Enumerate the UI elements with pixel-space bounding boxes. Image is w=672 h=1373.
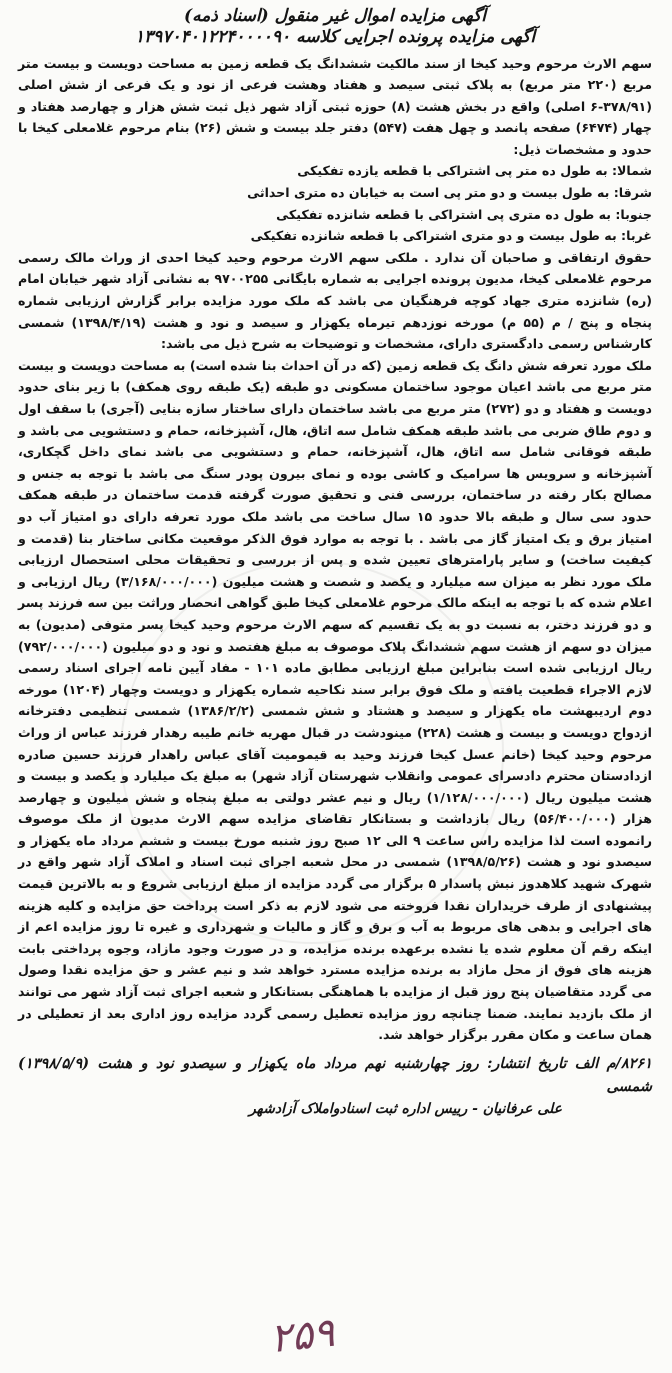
announcement-body: [18, 53, 652, 1046]
handwritten-stamp: ۲۵۹: [267, 1309, 337, 1363]
boundary-north: شمالا: به طول ده متر پی اشتراکی با قطعه یازده تفکیکی: [297, 163, 652, 179]
boundary-east: شرقا: به طول بیست و دو متر پی است به خیابان ده متری احداثی: [247, 185, 652, 201]
boundary-south: جنوبا: به طول ده متری پی اشتراکی با قطعه شانزده تفکیکی: [276, 206, 652, 222]
signature-line: علی عرفانیان - رییس اداره ثبت اسنادواملاک آزادشهر: [248, 1100, 562, 1117]
paragraph-property: سهم الارث مرحوم وحید کیخا از سند مالکیت ششدانگ یک قطعه زمین به مساحت دویست و بیست متر مربع (۲۲۰ متر مربع) به پلاک ثبتی سیصد و هفتاد وهشت فرعی از نود و یک فرعی از شش اصلی (۳۷۸/۹۱-۶ اصلی) واقع در بخش هشت (۸) حوزه ثبتی آزاد شهر ذیل ثبت شش هزار و چهارصد هفتاد و چهار (۶۴۷۴) صفحه پانصد و چهل هفت (۵۴۷) دفتر جلد بیست و شش (۲۶) بنام مرحوم غلامعلی کیخا با حدود و مشخصات ذیل:: [18, 55, 652, 157]
title-line-2: آگهی مزایده پرونده اجرایی کلاسه ۱۳۹۷۰۴۰۱۲۲۴۰۰۰۰۹۰: [134, 27, 536, 48]
paragraph-ownership: حقوق ارتفاقی و صاحبان آن ندارد . ملکی سهم الارث مرحوم وحید کیخا احدی از وراث مالک رسمی مرحوم غلامعلی کیخا، مدیون پرونده اجرایی به شماره بایگانی ۹۷۰۰۲۵۵ به نشانی آزاد شهر خیابان امام (ره) شانزده متری جهاد کوچه فرهنگیان می باشد که ملک مورد مزایده برابر گزارش ارزیابی شماره پنجاه و پنج / م (۵۵ م) مورخه نوزدهم تیرماه یکهزار و سیصد و نود و هشت (۱۳۹۸/۴/۱۹) شمسی کارشناس رسمی دادگستری دارای، مشخصات و توضیحات به شرح ذیل می باشد:: [18, 249, 652, 352]
paragraph-details: ملک مورد تعرفه شش دانگ یک قطعه زمین (که در آن احداث بنا شده است) به مساحت دویست و بیست متر مربع می باشد اعیان موجود ساختمان مسکونی دو طبقه (یک طبقه روی همکف) با زیر بنای حدود دویست و هفتاد و دو (۲۷۲) متر مربع می باشد ساختمان دارای ساختار سازه بنایی (آجری) با سقف اول و دوم طاق ضربی می باشد طبقه همکف شامل سه اتاق، هال، آشپزخانه، حمام و دستشویی می باشد و طبقه فوقانی شامل سه اتاق، هال، آشپزخانه، حمام و دستشویی می باشد نمای داخل گچکاری، آشپزخانه و سرویس ها سرامیک و کاشی بوده و نمای بیرون پودر سنگ می باشد با توجه به جنس و مصالح بکار رفته در ساختمان، بررسی فنی و تحقیق صورت گرفته قدمت ساختمان در طبقه همکف حدود سی سال و طبقه بالا حدود ۱۵ سال ساخت می باشد ملک مورد تعرفه دارای دو امتیاز آب دو امتیاز برق و یک امتیاز گاز می باشد . با توجه به موارد فوق الذکر موقعیت مکانی ساختار بنا (قدمت و کیفیت ساخت) و سایر پارامترهای تعیین شده و پس از بررسی و تحقیقات محلی استحصال ارزیابی ملک مورد نظر به میزان سه میلیارد و یکصد و شصت و هشت میلیون (۳/۱۶۸/۰۰۰/۰۰۰) ریال ارزیابی و اعلام شده که با توجه به اینکه مالک مرحوم غلامعلی کیخا طبق گواهی انحصار وراثت بین سه فرزند پسر و دو فرزند دختر، به نسبت دو به یک تقسیم که سهم الارث مرحوم وحید کیخا پسر متوفی (مدیون) به میزان دو سهم از هشت سهم ششدانگ پلاک موصوف به مبلغ هفتصد و نود و دو میلیون (۷۹۲/۰۰۰/۰۰۰) ریال ارزیابی شده است بنابراین مبلغ ارزیابی مطابق ماده ۱۰۱ - مفاد آیین نامه اجرای اسناد رسمی لازم الاجراء قطعیت یافته و ملک فوق برابر سند نکاحیه شماره یکهزار و دویست وچهار (۱۲۰۴) مورخه دوم اردیبهشت ماه یکهزار و سیصد و هشتاد و شش شمسی (۱۳۸۶/۲/۲) شمسی تنظیمی دفترخانه ازدواج دویست و بیست و هشت (۲۲۸) مینودشت در قبال مهریه خانم طیبه رهدار فرزند عباس از وراث مرحوم وحید کیخا (خانم عسل کیخا فرزند وحید به قیمومیت آقای عباس راهدار فرزند حسین صادره ازدادستان محترم دادسرای عمومی وانقلاب شهرستان آزاد شهر) به مبلغ یک میلیارد و یکصد و بیست و هشت میلیون ریال (۱/۱۲۸/۰۰۰/۰۰۰) ریال و نیم عشر دولتی به مبلغ پنجاه و شش میلیون و چهارصد هزار (۵۶/۴۰۰/۰۰۰) ریال بازداشت و بستانکار تقاضای مزایده سهم الارث مدیون از ملک موصوف رانموده است لذا مزایده راس ساعت ۹ الی ۱۲ صبح روز شنبه مورخ بیست و ششم مرداد ماه یکهزار و سیصدو نود و هشت (۱۳۹۸/۵/۲۶) شمسی در محل شعبه اجرای ثبت اسناد و املاک آزاد شهر واقع در شهرک شهید کلاهدوز نبش پاسدار ۵ برگزار می گردد مزایده از مبلغ ارزیابی شروع و به بالاترین قیمت پیشنهادی از طرف خریداران نقدا فروخته می شود لازم به ذکر است پرداخت حق مزایده و کلیه هزینه های اجرایی و بدهی های مربوط به آب و برق و گاز و مالیات و شهرداری و غیره تا روز مزایده اعم از اینکه رقم آن معلوم شده یا نشده برعهده برنده مزایده، و در صورت وجود مازاد، وجوه پرداختی بابت هزینه های فوق از محل مازاد به برنده مزایده مسترد خواهد شد و نیم عشر و حق مزایده نقدا وصول می گردد متقاضیان پنج روز قبل از مزایده با هماهنگی بستانکار و شعبه اجرای ثبت آزاد شهر می توانند از ملک بازدید نمایند. ضمنا چنانچه روز مزایده تعطیل رسمی گردد مزایده روز اداری بعد از تعطیلی در همان ساعت و مکان مقرر برگزار خواهد شد.: [18, 357, 653, 1043]
announcement-footer: [18, 1052, 652, 1120]
boundary-west: غربا: به طول بیست و دو متری اشتراکی با قطعه شانزده تفکیکی: [250, 228, 652, 244]
title-line-1: آگهی مزایده اموال غیر منقول (اسناد ذمه): [184, 6, 486, 26]
publish-date: ۸۲۶۱/م الف تاریخ انتشار: روز چهارشنبه نهم مرداد ماه یکهزار و سیصدو نود و هشت (۱۳۹۸/۵/۹) شمسی: [18, 1054, 652, 1095]
announcement-header: [18, 6, 652, 49]
